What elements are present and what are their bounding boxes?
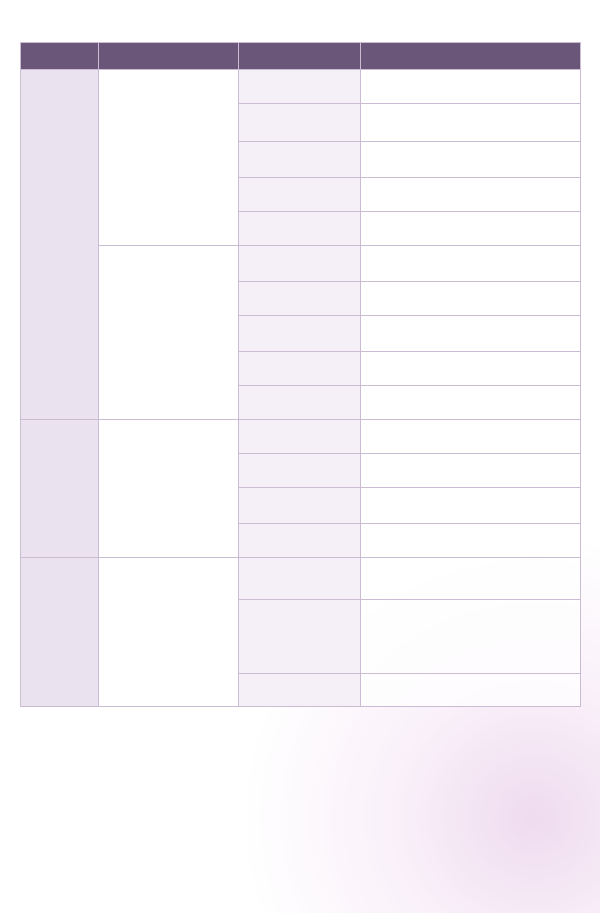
note-cell — [361, 282, 581, 316]
dept-cell — [21, 420, 99, 558]
dept-cell — [21, 558, 99, 707]
table-row — [21, 70, 581, 104]
header-dept — [21, 43, 99, 70]
note-cell — [361, 674, 581, 707]
note-cell — [361, 454, 581, 488]
note-cell — [361, 420, 581, 454]
note-cell — [361, 212, 581, 246]
table-row — [21, 420, 581, 454]
subject-cell — [239, 558, 361, 600]
subject-cell — [239, 352, 361, 386]
major-cell — [99, 558, 239, 707]
major-cell — [99, 70, 239, 246]
subject-cell — [239, 282, 361, 316]
dept-cell — [21, 70, 99, 420]
table-row — [21, 246, 581, 282]
note-cell — [361, 316, 581, 352]
note-cell — [361, 142, 581, 178]
subject-cell — [239, 316, 361, 352]
major-cell — [99, 246, 239, 420]
note-cell — [361, 386, 581, 420]
note-cell — [361, 600, 581, 674]
subject-cell — [239, 386, 361, 420]
note-cell — [361, 70, 581, 104]
header-note — [361, 43, 581, 70]
subject-cell — [239, 454, 361, 488]
subject-cell — [239, 488, 361, 524]
note-cell — [361, 178, 581, 212]
note-cell — [361, 352, 581, 386]
exam-subjects-table — [20, 42, 581, 707]
header-subject — [239, 43, 361, 70]
subject-cell — [239, 524, 361, 558]
subject-cell — [239, 212, 361, 246]
table-row — [21, 558, 581, 600]
subject-cell — [239, 420, 361, 454]
header-major — [99, 43, 239, 70]
note-cell — [361, 558, 581, 600]
subject-cell — [239, 142, 361, 178]
subject-cell — [239, 70, 361, 104]
note-cell — [361, 246, 581, 282]
subject-cell — [239, 178, 361, 212]
subject-cell — [239, 674, 361, 707]
note-cell — [361, 104, 581, 142]
major-cell — [99, 420, 239, 558]
table-header-row — [21, 43, 581, 70]
note-cell — [361, 524, 581, 558]
note-cell — [361, 488, 581, 524]
subject-cell — [239, 104, 361, 142]
subject-cell — [239, 246, 361, 282]
subject-cell — [239, 600, 361, 674]
